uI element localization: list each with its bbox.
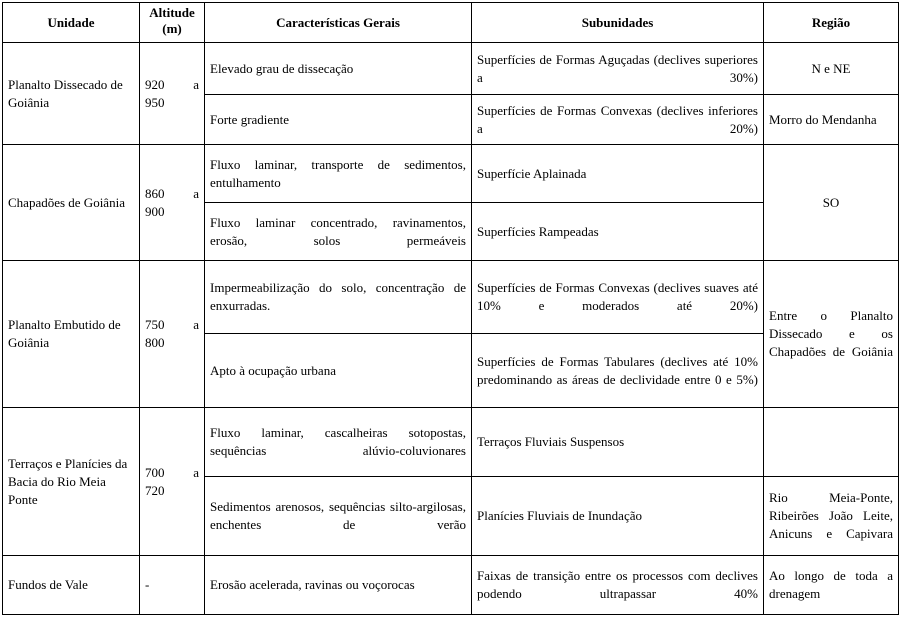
regiao-cell: Morro do Mendanha bbox=[764, 95, 899, 145]
altitude-from: 920 bbox=[145, 76, 165, 92]
table-row bbox=[3, 261, 899, 334]
header-altitude-label: Altitude bbox=[149, 5, 195, 20]
table-row bbox=[3, 408, 899, 477]
altitude-cell bbox=[140, 145, 205, 261]
unidade-cell: Planalto Embutido de Goiânia bbox=[3, 261, 140, 408]
altitude-to: 800 bbox=[145, 335, 165, 350]
altitude-cell bbox=[140, 261, 205, 408]
subunidade-cell: Terraços Fluviais Suspensos bbox=[472, 408, 764, 477]
header-regiao: Região bbox=[764, 3, 899, 43]
subunidade-cell: Superfície Aplainada bbox=[472, 145, 764, 203]
geomorphology-table bbox=[2, 2, 899, 615]
subunidade-cell: Faixas de transição entre os processos com declives podendo ultrapassar 40% bbox=[472, 556, 764, 615]
altitude-from: 750 bbox=[145, 317, 165, 332]
regiao-cell bbox=[764, 408, 899, 477]
table-row bbox=[3, 556, 899, 615]
subunidade-cell: Superfícies de Formas Convexas (declives inferiores a 20%) bbox=[472, 95, 764, 145]
header-subunidades: Subunidades bbox=[472, 3, 764, 43]
regiao-cell: N e NE bbox=[764, 43, 899, 95]
subunidade-cell: Superfícies de Formas Convexas (declives suaves até 10% e moderados até 20%) bbox=[472, 261, 764, 334]
altitude-to: 900 bbox=[145, 203, 165, 219]
table-row bbox=[3, 43, 899, 95]
header-unidade: Unidade bbox=[3, 3, 140, 43]
caracteristica-cell: Fluxo laminar, transporte de sedimentos, entulhamento bbox=[205, 145, 472, 203]
altitude-to: 720 bbox=[145, 482, 165, 498]
header-altitude bbox=[140, 3, 205, 43]
caracteristica-cell: Forte gradiente bbox=[205, 95, 472, 145]
table-row bbox=[3, 145, 899, 203]
altitude-sep: a bbox=[193, 185, 199, 201]
altitude-cell bbox=[140, 43, 205, 145]
caracteristica-cell: Fluxo laminar, cascalheiras sotopostas, sequências alúvio-coluvionares bbox=[205, 408, 472, 477]
unidade-cell: Planalto Dissecado de Goiânia bbox=[3, 43, 140, 145]
caracteristica-cell: Sedimentos arenosos, sequências silto-argilosas, enchentes de verão bbox=[205, 477, 472, 556]
caracteristica-cell: Impermeabilização do solo, concentração de enxurradas. bbox=[205, 261, 472, 334]
altitude-from: 700 bbox=[145, 464, 165, 480]
regiao-cell: Ao longo de toda a drenagem bbox=[764, 556, 899, 615]
unidade-cell: Fundos de Vale bbox=[3, 556, 140, 615]
unidade-cell: Terraços e Planícies da Bacia do Rio Meia Ponte bbox=[3, 408, 140, 556]
header-row bbox=[3, 3, 899, 43]
regiao-cell: Rio Meia-Ponte, Ribeirões João Leite, Anicuns e Capivara bbox=[764, 477, 899, 556]
subunidade-cell: Superfícies de Formas Aguçadas (declives superiores a 30%) bbox=[472, 43, 764, 95]
altitude-cell: - bbox=[140, 556, 205, 615]
altitude-sep: a bbox=[193, 464, 199, 480]
altitude-to: 950 bbox=[145, 94, 165, 110]
unidade-cell: Chapadões de Goiânia bbox=[3, 145, 140, 261]
altitude-from: 860 bbox=[145, 185, 165, 201]
header-caracteristicas: Características Gerais bbox=[205, 3, 472, 43]
caracteristica-cell: Apto à ocupação urbana bbox=[205, 334, 472, 408]
regiao-cell: SO bbox=[764, 145, 899, 261]
subunidade-cell: Superfícies de Formas Tabulares (declives até 10% predominando as áreas de declividade entre 0 e 5%) bbox=[472, 334, 764, 408]
caracteristica-cell: Erosão acelerada, ravinas ou voçorocas bbox=[205, 556, 472, 615]
subunidade-cell: Superfícies Rampeadas bbox=[472, 203, 764, 261]
altitude-sep: a bbox=[193, 76, 199, 92]
altitude-sep: a bbox=[193, 317, 199, 332]
caracteristica-cell: Fluxo laminar concentrado, ravinamentos, erosão, solos permeáveis bbox=[205, 203, 472, 261]
altitude-cell bbox=[140, 408, 205, 556]
regiao-cell: Entre o Planalto Dissecado e os Chapadões de Goiânia bbox=[764, 261, 899, 408]
subunidade-cell: Planícies Fluviais de Inundação bbox=[472, 477, 764, 556]
header-altitude-unit: (m) bbox=[162, 21, 182, 36]
caracteristica-cell: Elevado grau de dissecação bbox=[205, 43, 472, 95]
